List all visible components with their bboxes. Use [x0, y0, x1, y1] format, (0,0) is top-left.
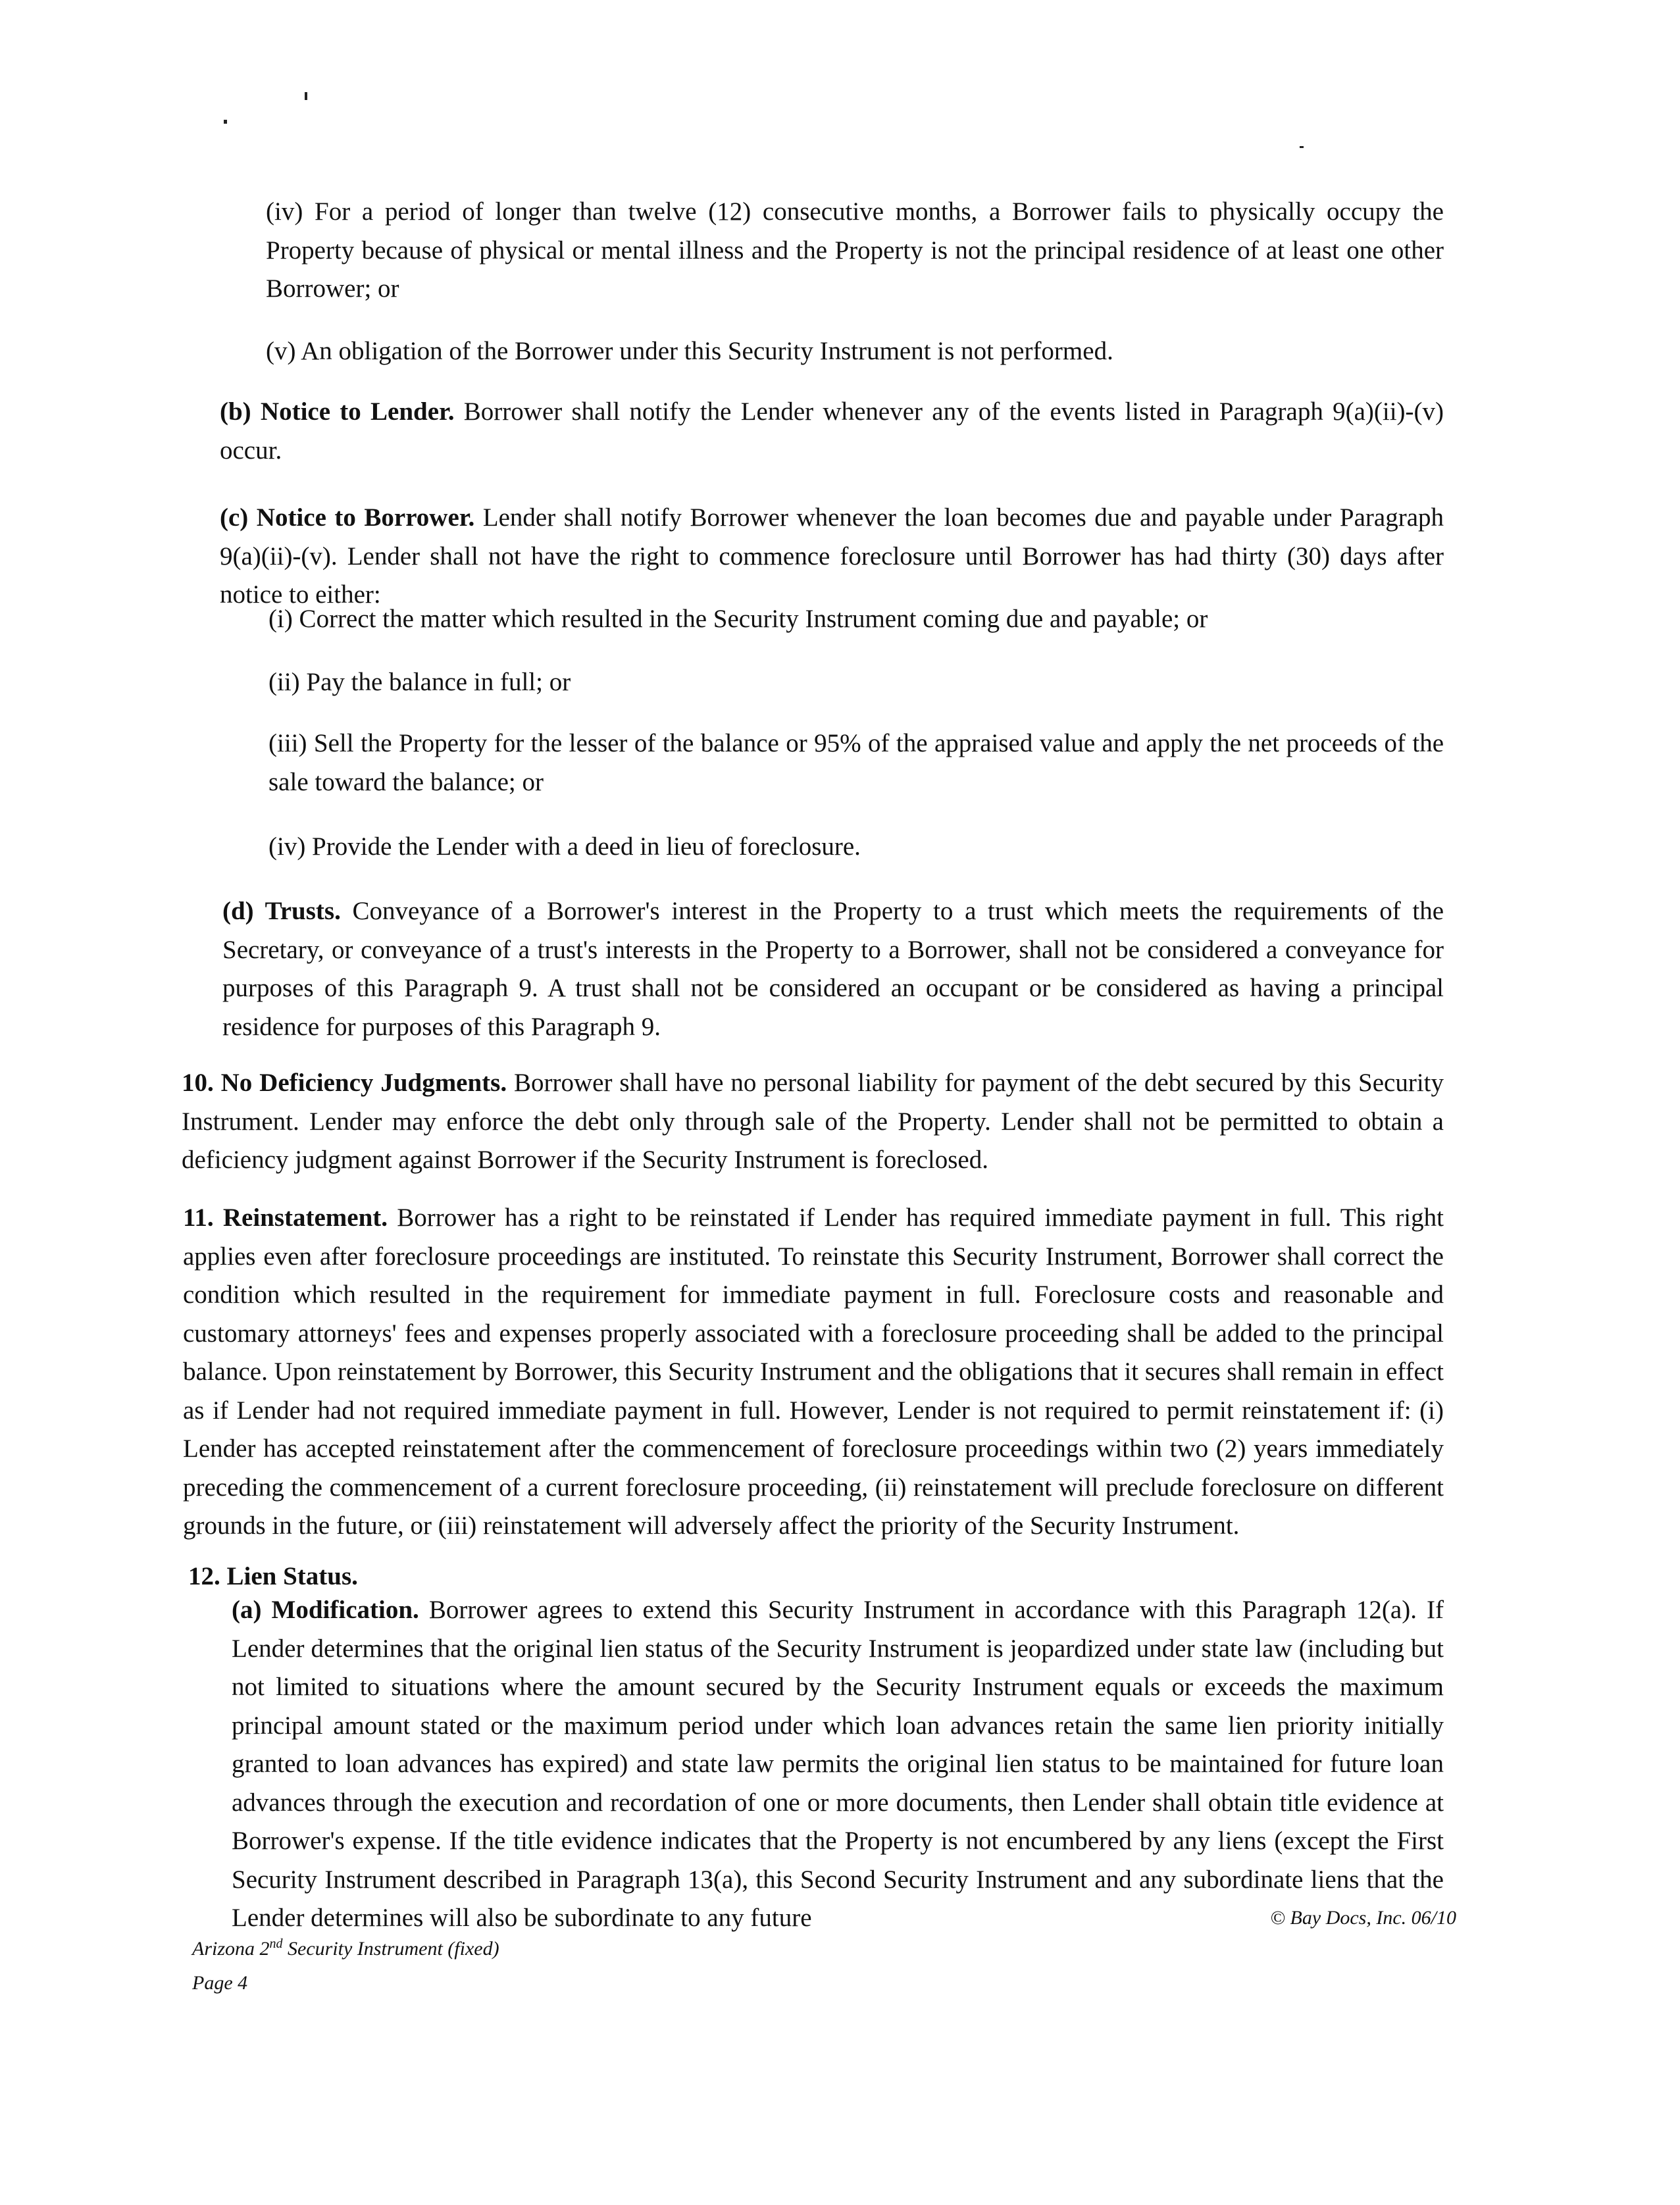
- form-name-text: Arizona 2: [192, 1938, 270, 1960]
- paragraph-text: Borrower has a right to be reinstated if Lender has required immediate payment in full. This right applies even after foreclosure proceedings are instituted. To reinstate this Security Instrument, Borrower shall correct the condition which resulted in the requirement for immediate payment in full. Foreclosure costs and reasonable and customary attorneys' fees and expenses properly associated with a foreclosure proceeding shall be added to the principal balance. Upon reinstatement by Borrower, this Security Instrument and the obligations that it secures shall remain in effect as if Lender had not required immediate payment in full. However, Lender is not required to permit reinstatement if: (i) Lender has accepted reinstatement after the commencement of foreclosure proceedings within two (2) years immediately preceding the commencement of a current foreclosure proceeding, (ii) reinstatement will preclude foreclosure on different grounds in the future, or (iii) reinstatement will adversely affect the priority of the Security Instrument.: [183, 1204, 1444, 1540]
- paragraph-9d: [222, 892, 1444, 1046]
- paragraph-text: (iv) For a period of longer than twelve (12) consecutive months, a Borrower fails to physically occupy the Property because of physical or mental illness and the Property is not the principal residence of at least one other Borrower; or: [266, 197, 1444, 303]
- paragraph-text: Conveyance of a Borrower's interest in the Property to a trust which meets the requirements of the Secretary, or conveyance of a trust's interests in the Property to a Borrower, shall not be considered a conveyance for purposes of this Paragraph 9. A trust shall not be considered an occupant or be considered as having a principal residence for purposes of this Paragraph 9.: [222, 897, 1444, 1041]
- paragraph-text: (v) An obligation of the Borrower under this Security Instrument is not performed.: [266, 337, 1113, 365]
- paragraph-9c-i: [268, 600, 1444, 639]
- paragraph-text: Borrower shall have no personal liability for payment of the debt secured by this Security Instrument. Lender may enforce the debt only through sale of the Property. Lender shall not be permitted to obtain a deficiency judgment against Borrower if the Security Instrument is foreclosed.: [182, 1069, 1444, 1174]
- paragraph-heading: 12. Lien Status.: [188, 1562, 358, 1590]
- footer-form-info: [192, 1927, 499, 2000]
- paragraph-12a: [232, 1591, 1444, 1938]
- paragraph-9a-iv: [266, 193, 1444, 309]
- paragraph-9c-ii: [268, 663, 1444, 702]
- paragraph-11: [183, 1199, 1444, 1546]
- footer-page-number: Page 4: [192, 1972, 248, 1994]
- form-name-superscript: nd: [269, 1937, 283, 1951]
- footer-form-name: [192, 1927, 499, 1966]
- paragraph-9b: [220, 393, 1444, 470]
- paragraph-10: [182, 1064, 1444, 1180]
- paragraph-heading: (a) Modification.: [232, 1596, 419, 1624]
- scan-speck: [305, 92, 307, 100]
- paragraph-heading: 11. Reinstatement.: [183, 1204, 388, 1232]
- paragraph-9c: [220, 499, 1444, 615]
- paragraph-text: Borrower agrees to extend this Security Instrument in accordance with this Paragraph 12(a). If Lender determines that the original lien status of the Security Instrument is jeopardized under state law (including but not limited to situations where the amount secured by the Security Instrument equals or exceeds the maximum principal amount stated or the maximum period under which loan advances retain the same lien priority initially granted to loan advances has expired) and state law permits the original lien status to be maintained for future loan advances through the execution and recordation of one or more documents, then Lender shall obtain title evidence at Borrower's expense. If the title evidence indicates that the Property is not encumbered by any liens (except the First Security Instrument described in Paragraph 13(a), this Second Security Instrument and any subordinate liens that the Lender determines will also be subordinate to any future: [232, 1596, 1444, 1932]
- paragraph-heading: (b) Notice to Lender.: [220, 397, 455, 426]
- paragraph-9a-v: [266, 332, 1444, 371]
- paragraph-text: (iii) Sell the Property for the lesser of the balance or 95% of the appraised value and apply the net proceeds of the sale toward the balance; or: [268, 729, 1444, 796]
- paragraph-heading: 10. No Deficiency Judgments.: [182, 1069, 507, 1097]
- scan-speck: [1300, 146, 1304, 148]
- paragraph-9c-iv: [268, 828, 1444, 867]
- paragraph-9c-iii: [268, 724, 1444, 801]
- paragraph-text: (ii) Pay the balance in full; or: [268, 668, 571, 696]
- paragraph-text: Borrower shall notify the Lender whenever any of the events listed in Paragraph 9(a)(ii)-(v) occur.: [220, 397, 1444, 465]
- form-name-text: Security Instrument (fixed): [282, 1938, 499, 1960]
- paragraph-12: [188, 1558, 1444, 1596]
- paragraph-text: Lender shall notify Borrower whenever the loan becomes due and payable under Paragraph 9(a)(ii)-(v). Lender shall not have the right to commence foreclosure until Borrower has had thirty (30) days after notice to either:: [220, 503, 1444, 609]
- paragraph-text: (iv) Provide the Lender with a deed in lieu of foreclosure.: [268, 832, 861, 861]
- footer-copyright: © Bay Docs, Inc. 06/10: [1270, 1907, 1456, 1929]
- paragraph-heading: (c) Notice to Borrower.: [220, 503, 475, 532]
- scan-speck: [224, 120, 227, 124]
- paragraph-text: (i) Correct the matter which resulted in the Security Instrument coming due and payable; or: [268, 605, 1208, 633]
- paragraph-heading: (d) Trusts.: [222, 897, 341, 925]
